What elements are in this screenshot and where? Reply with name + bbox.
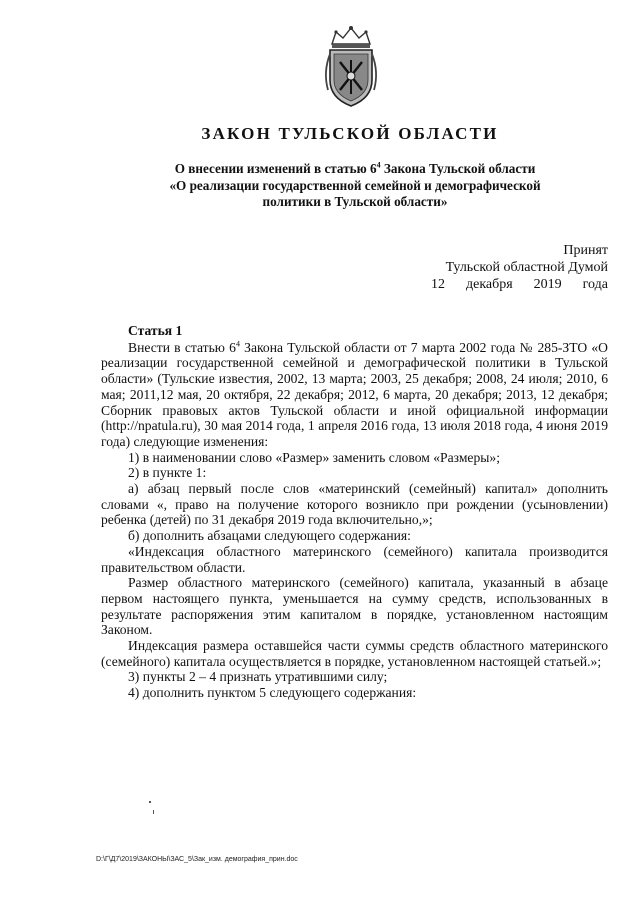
- paragraph: 4) дополнить пунктом 5 следующего содержания:: [128, 685, 417, 701]
- adoption-block: [431, 242, 608, 293]
- paragraph: Размер областного материнского (семейного) капитала, указанный в абзаце первом настоящего пункта, уменьшается на сумму средств, использованных в результате распоряжения этим капиталом в порядке, установленном настоящим Законом.: [101, 575, 608, 638]
- adopted-label: Принят: [563, 243, 608, 258]
- scan-speck: [153, 810, 154, 814]
- article-heading: Статья 1: [128, 323, 183, 338]
- paragraph: 2) в пункте 1:: [128, 465, 207, 481]
- adopted-by: Тульской областной Думой: [445, 260, 608, 275]
- law-title: ЗАКОН ТУЛЬСКОЙ ОБЛАСТИ: [201, 124, 499, 143]
- file-path-footer: D:\Г\Д7\2019\ЗАКОНЫ\ЗАС_5\Зак_изм. демография_прин.doc: [96, 856, 298, 863]
- article-intro: Внести в статью $6^4$ Закона Тульской области от 7 марта 2002 года № 285-ЗТО «О реализации государственной семейной и демографической политики в Тульской области» (Тульские известия, 2002, 13 марта; 2003, 25 декабря; 2008, 24 июля; 2010, 6 мая; 2011,12 мая, 20 октября, 22 декабря; 2012, 6 марта, 20 декабря; 2013, 12 декабря; Сборник правовых актов Тульской области и иной официальной информации (http://npatula.ru), 30 мая 2014 года, 1 апреля 2016 года, 13 июля 2018 года, 4 июня 2019 года) следующие изменения:: [101, 339, 608, 449]
- paragraph: б) дополнить абзацами следующего содержания:: [128, 528, 411, 544]
- paragraph: а) абзац первый после слов «материнский (семейный) капитал» дополнить словами «, право на получение которого возникло при рождении (усыновлении) ребенка (детей) по 31 декабря 2019 года включительно,»;: [101, 481, 608, 528]
- scan-speck: [149, 801, 151, 803]
- paragraph: «Индексация областного материнского (семейного) капитала производится правительством области.: [101, 543, 608, 575]
- law-body: [101, 323, 608, 701]
- law-subtitle: О внесении изменений в статью $6^4$ Закона Тульской области «О реализации государственной семейной и демографической политики в Тульской области»: [169, 160, 541, 209]
- paragraph: 3) пункты 2 – 4 признать утратившими силу;: [128, 669, 388, 685]
- adoption-date: 12 декабря 2019 года: [431, 277, 608, 292]
- paragraph: 1) в наименовании слово «Размер» заменить словом «Размеры»;: [128, 449, 500, 465]
- paragraph: Индексация размера оставшейся части суммы средств областного материнского (семейного) капитала осуществляется в порядке, установленном настоящей статьей.»;: [101, 638, 608, 669]
- tula-coat-of-arms-icon: [318, 24, 384, 108]
